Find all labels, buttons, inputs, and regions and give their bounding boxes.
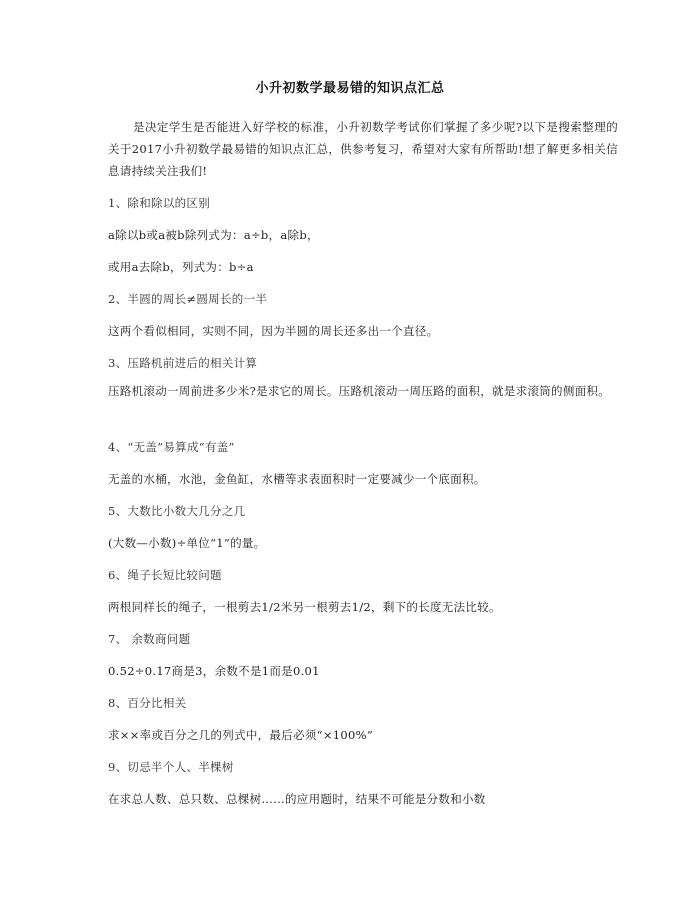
section-heading-2: 2、半圆的周长≠圆周长的一半: [108, 292, 268, 306]
intro-paragraph: 是决定学生是否能进入好学校的标准，小升初数学考试你们掌握了多少呢?以下是搜索整理的关于2017小升初数学最易错的知识点汇总，供参考复习，希望对大家有所帮助!想了解更多相关信息请持续关注我们!: [108, 120, 618, 178]
body-line: 两根同样长的绳子，一根剪去1/2米另一根剪去1/2，剩下的长度无法比较。: [108, 600, 501, 614]
body-line: 无盖的水桶，水池，金鱼缸，水槽等求表面积时一定要减少一个底面积。: [108, 472, 486, 486]
document-title: 小升初数学最易错的知识点汇总: [255, 81, 445, 96]
body-paragraph: 压路机滚动一周前进多少米?是求它的周长。压路机滚动一周压路的面积，就是求滚筒的侧面积。: [108, 384, 611, 398]
section-heading-6: 6、绳子长短比较问题: [108, 568, 222, 582]
section-heading-9: 9、切忌半个人、半棵树: [108, 760, 234, 774]
section-heading-1: 1、除和除以的区别: [108, 196, 211, 210]
body-line: 求××率或百分之几的列式中，最后必须“×100%”: [108, 728, 374, 742]
section-heading-4: 4、“无盖”易算成“有盖”: [108, 440, 235, 454]
body-line: a除以b或a被b除列式为：a÷b，a除b，: [108, 228, 319, 242]
body-line: 或用a去除b，列式为：b÷a: [108, 260, 254, 274]
body-line: 在求总人数、总只数、总棵树……的应用题时，结果不可能是分数和小数: [108, 792, 486, 806]
section-heading-5: 5、大数比小数大几分之几: [108, 504, 246, 518]
section-heading-8: 8、百分比相关: [108, 696, 187, 710]
body-line: 这两个看似相同，实则不同，因为半圆的周长还多出一个直径。: [108, 324, 439, 338]
body-line: (大数—小数)÷单位“1”的量。: [108, 536, 266, 550]
section-heading-3: 3、压路机前进后的相关计算: [108, 356, 258, 370]
body-line: 0.52÷0.17商是3，余数不是1而是0.01: [108, 664, 320, 678]
section-heading-7: 7、 余数商问题: [108, 632, 191, 646]
